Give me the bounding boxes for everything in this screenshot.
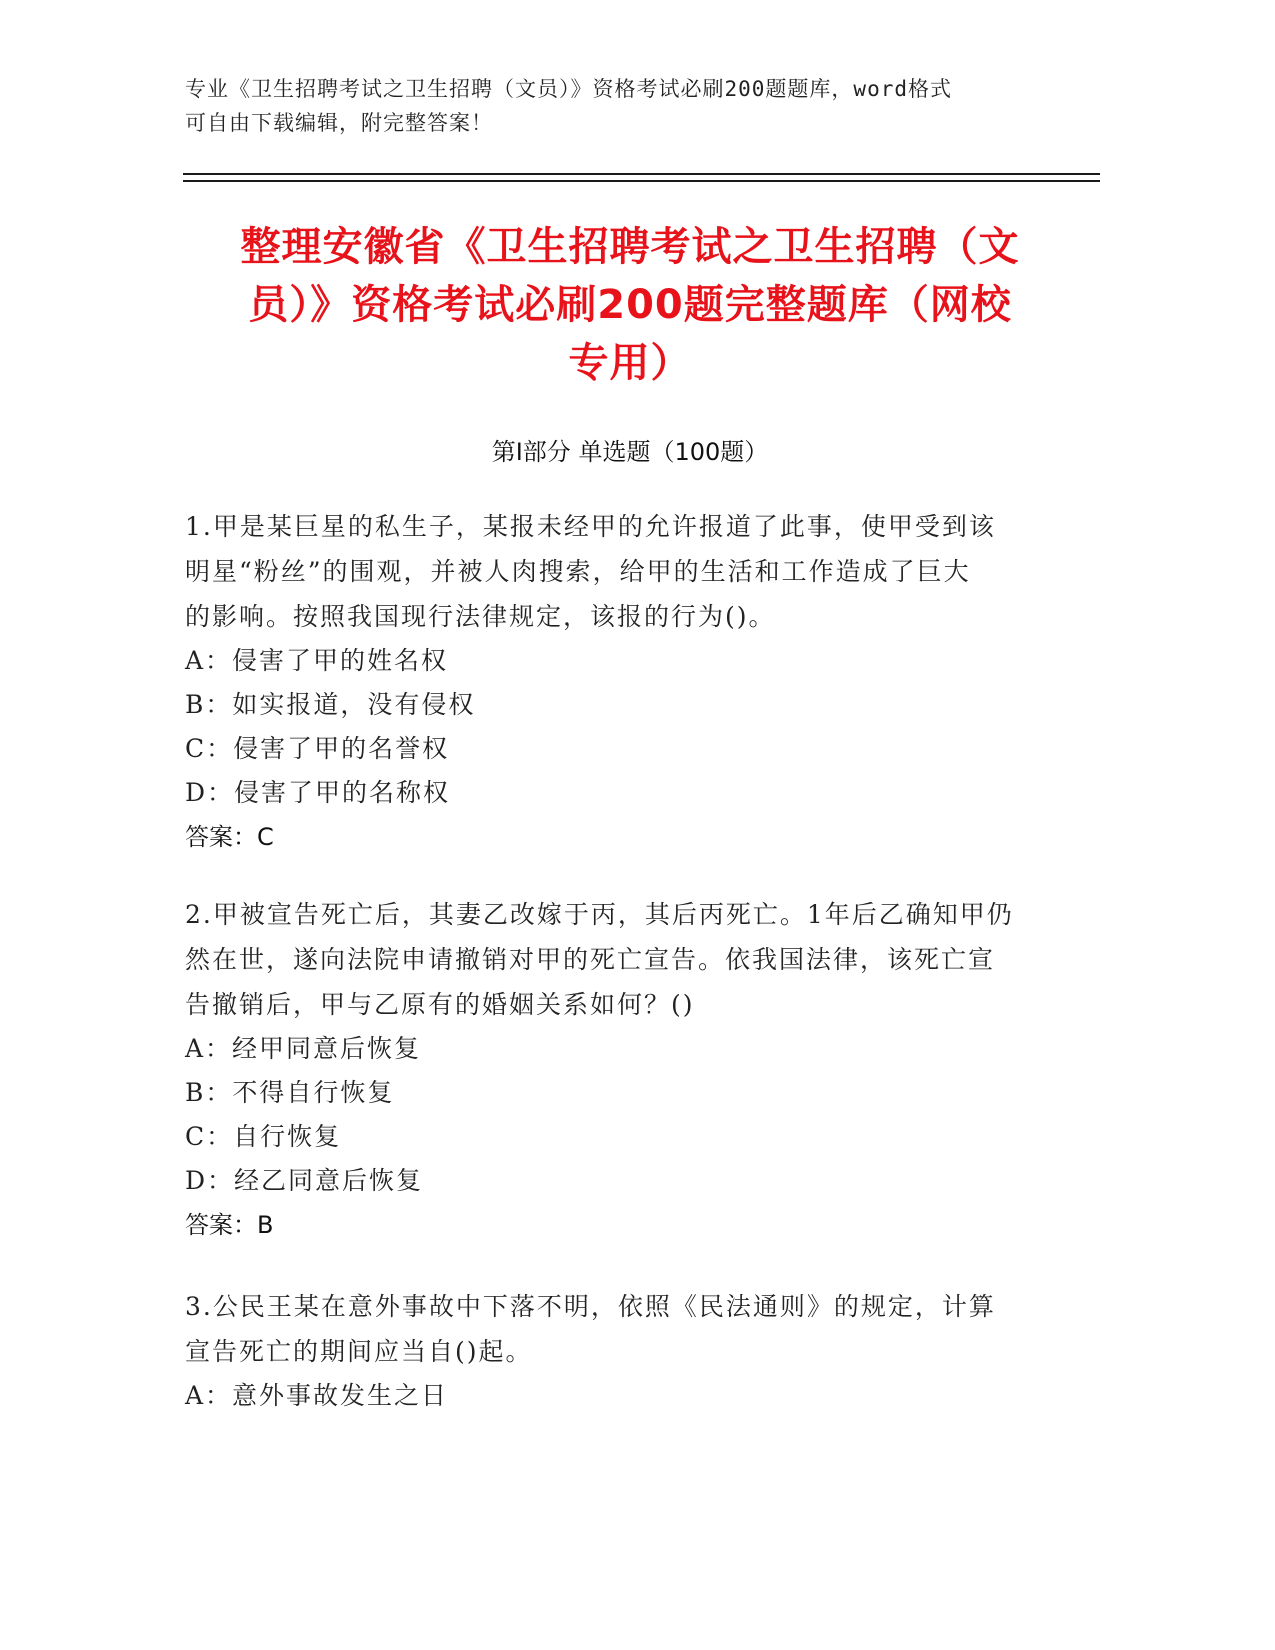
header-note-line: 专业《卫生招聘考试之卫生招聘（文员）》资格考试必刷200题题库，word格式: [185, 77, 952, 101]
header-divider: [183, 173, 1100, 175]
option-d: D：经乙同意后恢复: [185, 1166, 424, 1195]
question-3: [185, 1284, 1065, 1418]
option-a: A：意外事故发生之日: [185, 1381, 449, 1410]
option-c: C：自行恢复: [185, 1122, 342, 1151]
answer: 答案：B: [185, 1211, 274, 1239]
question-stem: 1.甲是某巨星的私生子，某报未经甲的允许报道了此事，使甲受到该: [185, 512, 996, 541]
question-1: [185, 504, 1065, 859]
question-2: [185, 892, 1065, 1247]
question-stem: 明星“粉丝”的围观，并被人肉搜索，给甲的生活和工作造成了巨大: [185, 557, 971, 586]
question-stem: 宣告死亡的期间应当自()起。: [185, 1337, 533, 1366]
header-note-line: 可自由下载编辑，附完整答案！: [185, 111, 493, 135]
answer: 答案：C: [185, 823, 274, 851]
title-line: 员）》资格考试必刷200题完整题库（网校: [248, 282, 1012, 328]
question-stem: 然在世，遂向法院申请撤销对甲的死亡宣告。依我国法律，该死亡宣: [185, 945, 996, 974]
question-stem: 的影响。按照我国现行法律规定，该报的行为()。: [185, 602, 776, 631]
title-line: 专用）: [568, 340, 692, 386]
option-b: B：如实报道，没有侵权: [185, 690, 476, 719]
document-title: [185, 218, 1075, 392]
section-title: 第Ⅰ部分 单选题（100题）: [491, 438, 769, 466]
question-stem: 2.甲被宣告死亡后，其妻乙改嫁于丙，其后丙死亡。1年后乙确知甲仍: [185, 900, 1014, 929]
question-stem: 3.公民王某在意外事故中下落不明，依照《民法通则》的规定，计算: [185, 1292, 996, 1321]
option-a: A：经甲同意后恢复: [185, 1034, 422, 1063]
option-d: D：侵害了甲的名称权: [185, 778, 451, 807]
option-c: C：侵害了甲的名誉权: [185, 734, 450, 763]
option-a: A：侵害了甲的姓名权: [185, 646, 449, 675]
title-line: 整理安徽省《卫生招聘考试之卫生招聘（文: [240, 224, 1020, 270]
header-divider: [183, 180, 1100, 182]
header-note: [185, 72, 1065, 140]
question-stem: 告撤销后，甲与乙原有的婚姻关系如何？(): [185, 990, 695, 1019]
option-b: B：不得自行恢复: [185, 1078, 395, 1107]
